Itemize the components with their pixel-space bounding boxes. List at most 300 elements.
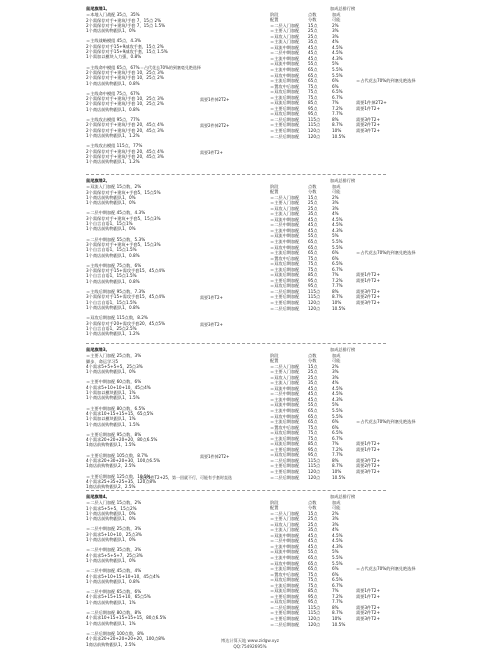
section-line: 1个商店前购物跟队1，1.2% [86, 159, 140, 165]
table-cell: 120点 [308, 300, 321, 306]
table-cell: ＝主流中期加配 [270, 239, 300, 245]
section-line: 2个需保存对手+建筑/手套 20，45点 4% [86, 122, 164, 128]
header-cell: 加成 [332, 352, 341, 358]
table-cell: ＝二层后期加配 [270, 604, 300, 610]
table-cell: 5% [332, 402, 339, 408]
table-cell: ＝双流后期加配 [270, 588, 300, 594]
table-cell: 10% [332, 616, 342, 622]
table-cell: 4% [332, 39, 339, 45]
table-cell: 7.7% [332, 283, 343, 289]
table-cell: 65点 [308, 419, 318, 425]
table-cell: ＝主流中期加配 [270, 543, 300, 549]
row-note: 需要1件T2+ [356, 105, 380, 111]
table-cell: 7.7% [332, 111, 343, 117]
ranking-table [270, 178, 420, 311]
row-note [356, 306, 420, 312]
section-2 [0, 178, 500, 343]
table-cell: ＝双攻中期加配 [270, 72, 300, 78]
table-cell: 4.5% [332, 44, 343, 50]
table-cell: 6.5% [332, 577, 343, 583]
section-line: ＝主要中期加配 60点数，6% [86, 379, 142, 385]
table-cell: 7.2% [332, 446, 343, 452]
table-cell: 6% [332, 83, 339, 89]
table-cell: 75点 [308, 577, 318, 583]
table-cell: ＝主流入门加配 [270, 39, 300, 45]
table-cell: ＝双攻后期加配 [270, 111, 300, 117]
table-cell: 7% [332, 272, 339, 278]
table-cell: 65点 [308, 250, 318, 256]
table-cell: ＝双流后期加配 [270, 100, 300, 106]
row-note: 需要1件T2+ [356, 277, 380, 283]
table-cell: ＝二层入门加配 [270, 22, 300, 28]
row-note: 需要3件T2+ [356, 616, 380, 622]
section-line: 2个需保存对手+建筑/手套 20，45点 3% [86, 127, 164, 133]
subheader-cell: 配置 [270, 358, 279, 364]
table-cell: 5.5% [332, 413, 343, 419]
table-cell: ＝二层中期加配 [270, 538, 300, 544]
table-cell: 6% [332, 424, 339, 430]
table-cell: 85点 [308, 272, 318, 278]
row-note: 需要1件T2+ [356, 272, 380, 278]
section-line: 4个需求25+35+25+35，120点8% [86, 478, 157, 484]
header-cell: 阶段 [270, 11, 279, 17]
section-line: 1个商店前购物跟队1，0% [86, 537, 136, 543]
table-cell: 65点 [308, 555, 318, 561]
table-cell: ＝主流后期加配 [270, 566, 300, 572]
ranking-table [270, 347, 420, 480]
section-line: 3个需保存对手+建筑+手套5，15点3% [86, 215, 161, 221]
row-note: ＝占代花去70%的到塞兑绝选择 [356, 566, 416, 572]
table-cell: 6% [332, 571, 339, 577]
section-line: 2个需保存对手15+9减攻手套，15点 1.5% [86, 49, 168, 55]
row-note: 需要3件T2+ [356, 604, 380, 610]
table-cell: 5.5% [332, 72, 343, 78]
table-cell: 75点 [308, 261, 318, 267]
section-line: 1个商店前购物跟队1，0% [86, 516, 136, 522]
footer-line-2: QQ:75492695% [233, 644, 267, 649]
section-line: ＝主要后期加配 95点数，8% [86, 431, 142, 437]
table-cell: 35点 [308, 39, 318, 45]
table-cell: 45点 [308, 538, 318, 544]
section-title: 鼠尾旗缘1。 [86, 6, 110, 11]
table-cell: 7.7% [332, 599, 343, 605]
section-line: 1个商店前购物跟队1，1.2% [86, 132, 140, 138]
table-cell: 120点 [308, 616, 321, 622]
table-cell: ＝双流中期加配 [270, 216, 300, 222]
table-cell: 115点 [308, 116, 321, 122]
table-cell: ＝双流中期加配 [270, 233, 300, 239]
table-cell: ＝二层后期加配 [270, 288, 300, 294]
table-cell: 115点 [308, 294, 321, 300]
table-cell: 55点 [308, 233, 318, 239]
table-cell: ＝主要后期加配 [270, 446, 300, 452]
table-cell: 45点 [308, 396, 318, 402]
row-note: 需要3件T2+ [356, 128, 380, 134]
table-cell: 6.7% [332, 266, 343, 272]
section-line: ＝双攻后期加配 115点数，8.2% [86, 315, 148, 321]
table-cell: 6% [332, 78, 339, 84]
section-note: 需要2件掉2T2+ [200, 123, 230, 129]
header-cell: 点数 [308, 352, 317, 358]
section-line: 脚步、命运学习5 [86, 358, 118, 364]
subheader-cell: 可能 [332, 505, 341, 511]
table-cell: 4.3% [332, 227, 343, 233]
section-line: ＝主线攻击模组 115点，77% [86, 143, 143, 149]
header-cell: 点数 [308, 11, 317, 17]
table-cell: 2% [332, 194, 339, 200]
section-line: 4个需求5+10+15+10+10，45点4% [86, 573, 160, 579]
table-cell: 95点 [308, 452, 318, 458]
table-cell: ＝主要入门加配 [270, 28, 300, 34]
section-line: 1个商店前购物跟队1，0.8% [86, 80, 140, 86]
section-line: 1个商店前购物跟队1，1% [86, 599, 136, 605]
table-cell: 4.3% [332, 543, 343, 549]
table-cell: 75点 [308, 94, 318, 100]
section-line: ＝二层中期加配 45点数，4.3% [86, 210, 146, 216]
section-line: 1个商店前购物跟队1，0% [86, 200, 136, 206]
ranking-table-title: 加成总排行榜 [330, 347, 356, 352]
subheader-cell: 可能 [332, 189, 341, 195]
section-3 [0, 347, 500, 512]
section-line: ＝主线中期加配 75点数，6% [86, 262, 142, 268]
table-cell: ＝二层入门加配 [270, 194, 300, 200]
section-title: 鼠尾旗缘3。 [86, 347, 110, 352]
row-note: ＝占代花去70%的到塞兑绝选择 [356, 419, 416, 425]
table-cell: 2% [332, 363, 339, 369]
section-line: 1个商店前购物跟队1，0% [86, 510, 136, 516]
section-note: ＝占代花去70%的到塞毫兑绝选择 [140, 65, 201, 70]
table-cell: 7.2% [332, 105, 343, 111]
table-cell: 95点 [308, 283, 318, 289]
section-line: 1个商店前购物跟队1，0% [86, 226, 136, 232]
table-cell: 3% [332, 374, 339, 380]
table-cell: ＝双流后期加配 [270, 441, 300, 447]
table-cell: 8.7% [332, 463, 343, 469]
row-note [356, 134, 420, 140]
section-line: 2个需保存对手+建筑/手套 7，15点 1.5% [86, 22, 166, 28]
ranking-table [270, 494, 420, 627]
section-line: ＝二层中期加配 35点数，3% [86, 547, 142, 553]
section-1 [0, 6, 500, 171]
table-cell: ＝主要后期加配 [270, 277, 300, 283]
table-cell: ＝双流中期加配 [270, 385, 300, 391]
section-note: 需要1件T2+ [200, 295, 223, 301]
section-line: 1个商店前购物跟队1，1.2% [86, 331, 140, 337]
table-cell: 95点 [308, 446, 318, 452]
table-cell: 45点 [308, 227, 318, 233]
table-cell: 8.7% [332, 122, 343, 128]
table-cell: 6.5% [332, 89, 343, 95]
table-cell: ＝主要后期加配 [270, 105, 300, 111]
table-cell: 45点 [308, 216, 318, 222]
table-cell: 4% [332, 527, 339, 533]
section-line: ＝主线命中模组 75点，67% [86, 90, 140, 96]
table-cell: ＝二层入门加配 [270, 363, 300, 369]
table-cell: 45点 [308, 532, 318, 538]
table-cell: ＝二层后期加配 [270, 474, 300, 480]
table-cell: 5.5% [332, 560, 343, 566]
footer-line-1: 博达计算天地 www.zidgw.xyz [221, 638, 279, 643]
section-line: 1个需求5+5+5，15点2% [86, 505, 137, 511]
section-line: ＝二层入门加配 15点数，2% [86, 500, 142, 506]
table-cell: 95点 [308, 277, 318, 283]
section-line: ＝主要后期加配 105点数，8.7% [86, 452, 148, 458]
table-cell: 3% [332, 200, 339, 206]
section-line: 1个自言自语1，25点2.5% [86, 325, 137, 331]
table-row [270, 475, 420, 481]
section-line: 1个商店前购物跟队1，0.8% [86, 278, 140, 284]
table-cell: ＝双流中期加配 [270, 61, 300, 67]
table-cell: 120点 [308, 128, 321, 134]
row-note: 需要1件T2+ [356, 588, 380, 594]
table-cell: 4.5% [332, 391, 343, 397]
row-note: 需要3件T2+ [356, 288, 380, 294]
table-cell: 8% [332, 288, 339, 294]
section-line: 1个商店前购物跟队1，0.8% [86, 106, 140, 112]
table-cell: 5.5% [332, 239, 343, 245]
table-cell: 5.5% [332, 408, 343, 414]
section-line: 1个商店前购物跟队1，1% [86, 620, 136, 626]
table-cell: 4.3% [332, 55, 343, 61]
table-cell: 3% [332, 369, 339, 375]
table-cell: 7.2% [332, 593, 343, 599]
header-cell: 加成 [332, 11, 341, 17]
section-line: 2个需保存对手+建筑/手套 10，25点 3% [86, 69, 164, 75]
table-cell: 65点 [308, 413, 318, 419]
table-cell: 15点 [308, 194, 318, 200]
table-cell: 4% [332, 211, 339, 217]
table-cell: 120点 [308, 469, 321, 475]
section-line: ＝二层中期加配 55点数，5.3% [86, 236, 146, 242]
table-cell: ＝双攻后期加配 [270, 261, 300, 267]
table-cell: ＝双流中期加配 [270, 532, 300, 538]
section-line: 4个需求5+5+5+5，25点3% [86, 363, 143, 369]
row-note: 需要2件T2+ [356, 122, 380, 128]
table-cell: 15点 [308, 510, 318, 516]
table-cell: ＝二层后期加配 [270, 133, 300, 139]
table-cell: 75点 [308, 582, 318, 588]
section-line: ＝主线战略模组 45点，4.3% [86, 38, 141, 44]
section-line: 3个需保存对手+建筑+手套5，15点5% [86, 189, 161, 195]
section-line: 1个商店前购物跟队1，0.8% [86, 252, 140, 258]
table-cell: 10.5% [332, 621, 346, 627]
table-cell: ＝主流后期加配 [270, 419, 300, 425]
table-cell: ＝主要入门加配 [270, 200, 300, 206]
row-note: 需要1件掉2T2+ [356, 100, 387, 106]
row-note: 需要2件T2+ [356, 463, 380, 469]
table-cell: 120点 [308, 133, 321, 139]
table-cell: 4.5% [332, 216, 343, 222]
subheader-cell: 可能 [332, 17, 341, 23]
table-cell: 65点 [308, 560, 318, 566]
table-cell: 65点 [308, 566, 318, 572]
table-cell: 55点 [308, 549, 318, 555]
table-cell: 3% [332, 521, 339, 527]
table-cell: ＝主流中期加配 [270, 67, 300, 73]
table-cell: 65点 [308, 239, 318, 245]
table-cell: ＝置攻中后加配 [270, 255, 300, 261]
section-line: 1商店前购物跟队1，1.5% [86, 442, 136, 448]
section-line: 4个需求10+15+15+15+15，80点6.5% [86, 615, 167, 621]
table-cell: 75点 [308, 255, 318, 261]
table-cell: 10% [332, 128, 342, 134]
table-cell: 25点 [308, 369, 318, 375]
section-line: 1个商店前购物跟队1，1.5% [86, 421, 140, 427]
table-cell: ＝二层后期加配 [270, 457, 300, 463]
table-cell: 6.5% [332, 261, 343, 267]
table-cell: 65点 [308, 67, 318, 73]
table-cell: ＝主流中期加配 [270, 555, 300, 561]
section-line: ＝本地入门战配 35点，35% [86, 12, 140, 18]
row-note: 需要3件T2+ [356, 116, 380, 122]
section-line: ＝二层后期加配 80点数，8% [86, 610, 142, 616]
table-cell: 115点 [308, 463, 321, 469]
table-row [270, 622, 420, 628]
table-cell: ＝二层后期加配 [270, 305, 300, 311]
row-note: ＝占代花去70%的到塞兑绝选择 [356, 78, 416, 84]
row-note: ＝占代花去70%的到塞兑绝选择 [356, 250, 416, 256]
section-line: ＝二层中期加配 45点数，4% [86, 568, 142, 574]
table-cell: 45点 [308, 222, 318, 228]
table-cell: 6% [332, 250, 339, 256]
subheader-cell: 分数 [308, 189, 317, 195]
table-cell: 65点 [308, 78, 318, 84]
table-cell: 8% [332, 604, 339, 610]
table-cell: ＝主流中期加配 [270, 396, 300, 402]
section-note: 需要3件T2+ [200, 321, 223, 327]
table-cell: ＝主要入门加配 [270, 369, 300, 375]
table-cell: ＝双攻后期加配 [270, 283, 300, 289]
section-line: 3个需保存对手15+需攻手套15，45点4% [86, 268, 166, 274]
table-cell: ＝主要后期加配 [270, 122, 300, 128]
table-cell: 5% [332, 549, 339, 555]
section-line: 2个需保存对手+建筑/手套 10，25点 3% [86, 96, 164, 102]
section-line: 1个商店前购物跟队1，0% [86, 194, 136, 200]
ranking-table-title: 加成总排行榜 [330, 178, 356, 183]
header-cell: 阶段 [270, 499, 279, 505]
table-cell: 4.5% [332, 532, 343, 538]
section-divider [86, 174, 386, 175]
section-line: 2个需保存对手15+9减攻手套，15点 2% [86, 43, 164, 49]
table-cell: ＝主要后期加配 [270, 610, 300, 616]
table-cell: ＝双攻后期加配 [270, 577, 300, 583]
table-cell: 45点 [308, 543, 318, 549]
table-cell: 4.5% [332, 385, 343, 391]
section-line: 3个需求5+10+10，25点3% [86, 531, 142, 537]
header-cell: 加成 [332, 183, 341, 189]
table-cell: 10.5% [332, 133, 346, 139]
table-cell: 7% [332, 588, 339, 594]
table-cell: 5% [332, 233, 339, 239]
row-note [356, 475, 420, 481]
section-note: 需要1件掉2T2+ [200, 453, 230, 459]
section-line: ＝主要入门加配 25点数，3% [86, 353, 142, 359]
table-cell: ＝主流中期加配 [270, 408, 300, 414]
table-cell: 75点 [308, 571, 318, 577]
table-cell: 8.7% [332, 294, 343, 300]
section-line: 1个商店前购物跟队1，0% [86, 369, 136, 375]
table-cell: 45点 [308, 50, 318, 56]
table-cell: ＝主流后期加配 [270, 78, 300, 84]
header-cell: 点数 [308, 499, 317, 505]
section-line: 1个商店前购物跟队1，1.5% [86, 395, 140, 401]
row-note: 需要1件T2+ [356, 446, 380, 452]
table-cell: 5% [332, 61, 339, 67]
ranking-table [270, 6, 420, 139]
table-cell: 7.2% [332, 277, 343, 283]
section-line: 4个需求20+20+20+20，80点6.5% [86, 437, 158, 443]
header-cell: 阶段 [270, 352, 279, 358]
subheader-cell: 配置 [270, 189, 279, 195]
table-cell: ＝二层后期加配 [270, 621, 300, 627]
table-cell: ＝主流中期加配 [270, 227, 300, 233]
table-cell: 3% [332, 516, 339, 522]
table-cell: ＝双攻中期加配 [270, 413, 300, 419]
table-cell: 65点 [308, 244, 318, 250]
section-note: 需要3件T2+ [200, 149, 223, 155]
table-cell: ＝双攻中期加配 [270, 244, 300, 250]
section-line: 1个商店前购物跟队1，0.8% [86, 578, 140, 584]
section-line: 3个需保存对手+建筑+手套5，15点3% [86, 241, 161, 247]
table-cell: ＝主流后期加配 [270, 250, 300, 256]
table-cell: 7% [332, 100, 339, 106]
section-note: 需要1件掉2T2+ [200, 96, 230, 102]
table-cell: ＝双攻入门加配 [270, 33, 300, 39]
table-cell: 120点 [308, 474, 321, 480]
ranking-table-title: 加成总排行榜 [330, 6, 356, 11]
table-cell: ＝主要后期加配 [270, 616, 300, 622]
table-cell: 6% [332, 255, 339, 261]
footer [0, 638, 500, 649]
section-line: 1个商店前购物跟队1，0% [86, 557, 136, 563]
table-cell: 7% [332, 441, 339, 447]
table-cell: 6% [332, 419, 339, 425]
row-note: 需要3件T2+ [356, 300, 380, 306]
table-cell: 120点 [308, 305, 321, 311]
table-cell: ＝双攻入门加配 [270, 374, 300, 380]
table-cell: ＝双流后期加配 [270, 272, 300, 278]
row-note: 需要1件T2+ [356, 441, 380, 447]
section-line: 1个需加以模块入力强，0.8% [86, 54, 142, 60]
table-cell: 2% [332, 22, 339, 28]
section-left-column [86, 494, 236, 647]
table-cell: ＝主流中期加配 [270, 55, 300, 61]
table-cell: 8.7% [332, 610, 343, 616]
table-cell: 8% [332, 457, 339, 463]
section-line: 2个需保存对手+建筑/手套 20，45点 3% [86, 153, 164, 159]
table-cell: 15点 [308, 22, 318, 28]
table-cell: ＝主要后期加配 [270, 294, 300, 300]
table-cell: ＝双攻后期加配 [270, 430, 300, 436]
table-cell: 95点 [308, 111, 318, 117]
header-cell: 点数 [308, 183, 317, 189]
table-cell: ＝主要后期加配 [270, 463, 300, 469]
header-cell: 阶段 [270, 183, 279, 189]
table-cell: 55点 [308, 61, 318, 67]
table-cell: 25点 [308, 205, 318, 211]
table-cell: ＝二层中期加配 [270, 50, 300, 56]
table-cell: 95点 [308, 593, 318, 599]
section-line: ＝主线后期加配 95点数，7.3% [86, 289, 146, 295]
section-line: 1个商店前购物跟队1，0.8% [86, 304, 140, 310]
subheader-cell: 分数 [308, 17, 317, 23]
section-left-column [86, 347, 236, 490]
table-cell: 25点 [308, 521, 318, 527]
table-cell: ＝主流后期加配 [270, 435, 300, 441]
table-cell: 115点 [308, 457, 321, 463]
table-cell: ＝主流入门加配 [270, 211, 300, 217]
table-cell: ＝主流后期加配 [270, 582, 300, 588]
